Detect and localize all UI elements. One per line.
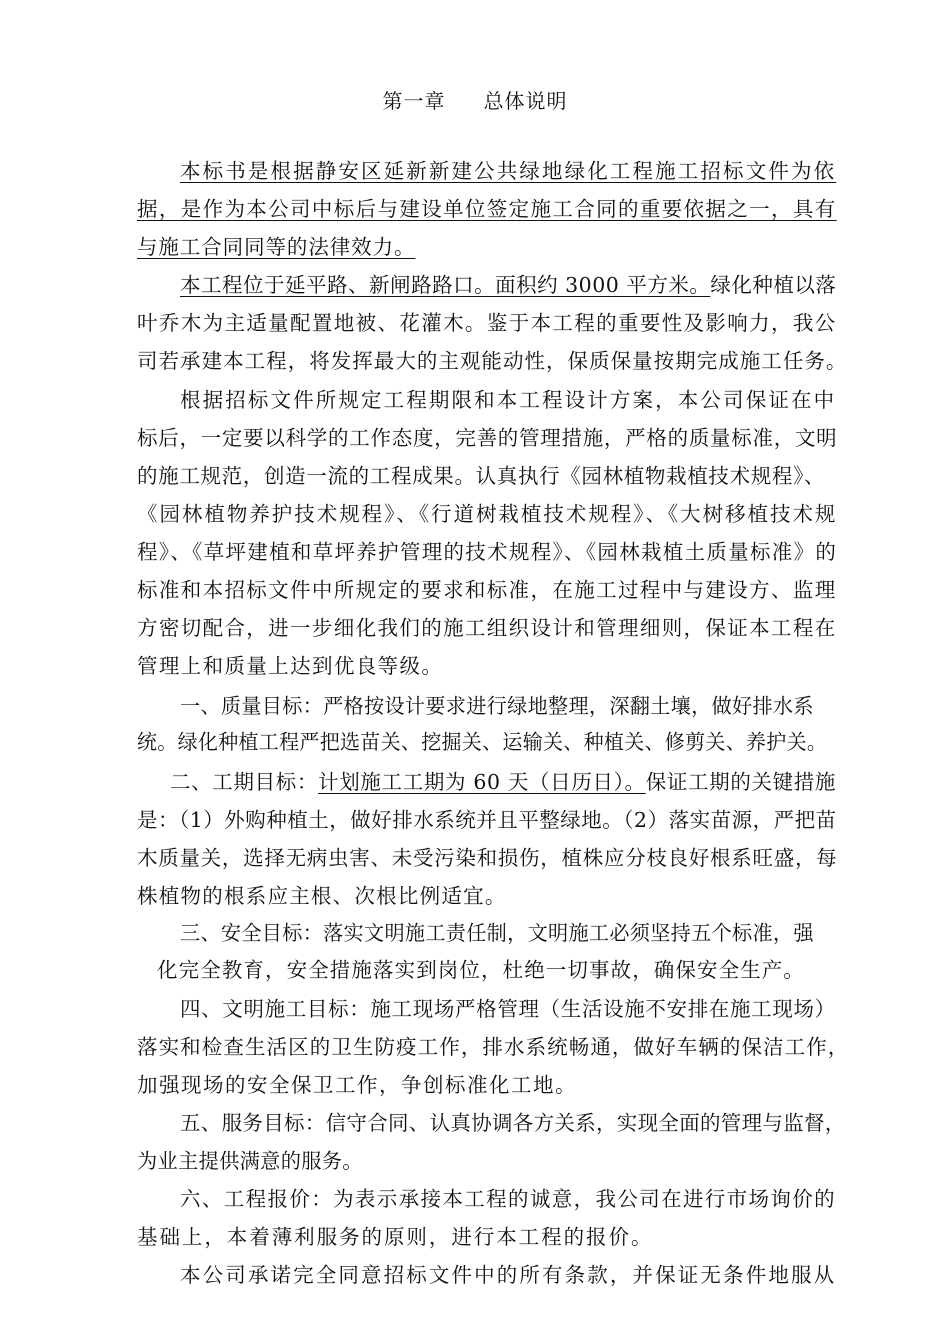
line-text: 六、工程报价：为表示承接本工程的诚意，我公司在进行市场询价的: [180, 1187, 836, 1211]
paragraph-line: [137, 1142, 363, 1180]
paragraph-line: [137, 877, 507, 915]
paragraph-line: [137, 495, 837, 533]
line-text: 程》、《草坪建植和草坪养护管理的技术规程》、《园林栽植土质量标准》的: [137, 540, 838, 564]
line-text: 的施工规范，创造一流的工程成果。认真执行《园林植物栽植技术规程》、: [137, 464, 826, 488]
paragraph-line: [137, 342, 847, 380]
chapter-name: 总体说明: [483, 89, 568, 113]
line-text: 木质量关，选择无病虫害、未受污染和损伤，植株应分枝良好根系旺盛，每: [137, 846, 838, 870]
line-text: 《园林植物养护技术规程》、《行道树栽植技术规程》、《大树移植技术规: [137, 502, 838, 526]
paragraph-line: [170, 763, 836, 801]
line-text: 叶乔木为主适量配置地被、花灌木。鉴于本工程的重要性及影响力，我公: [137, 311, 837, 335]
line-text: 司若承建本工程，将发挥最大的主观能动性，保质保量按期完成施工任务。: [137, 349, 848, 373]
line-text: 方密切配合，进一步细化我们的施工组织设计和管理细则，保证本工程在: [137, 616, 837, 640]
paragraph-line: [180, 266, 836, 304]
line-text: 加强现场的安全保卫工作，争创标准化工地。: [137, 1073, 577, 1097]
paragraph-line: [180, 1256, 836, 1294]
line-text: 基础上，本着薄利服务的原则，进行本工程的报价。: [137, 1225, 654, 1249]
paragraph-line: [137, 419, 837, 457]
paragraph-line: [137, 228, 415, 266]
underlined-text: 本工程位于延平路、新闸路路口。面积约 3000 平方米。: [180, 273, 711, 297]
paragraph-line: [137, 801, 837, 839]
underlined-text: 与施工合同同等的法律效力。: [137, 235, 416, 259]
line-text: 化完全教育，安全措施落实到岗位，杜绝一切事故，确保安全生产。: [157, 958, 805, 982]
line-text: 一、质量目标：严格按设计要求进行绿地整理，深翻土壤，做好排水系: [180, 694, 814, 718]
line-text: 统。绿化种植工程严把选苗关、挖掘关、运输关、种植关、修剪关、养护关。: [137, 730, 828, 754]
paragraph-line: [180, 381, 836, 419]
line-text: 绿化种植以落: [710, 273, 837, 297]
line-text: 株植物的根系应主根、次根比例适宜。: [137, 884, 507, 908]
paragraph-line: [137, 723, 827, 761]
line-text: 本公司承诺完全同意招标文件中的所有条款，并保证无条件地服从: [180, 1263, 837, 1287]
paragraph-line: [137, 533, 837, 571]
line-text: 标后，一定要以科学的工作态度，完善的管理措施，严格的质量标准，文明: [137, 426, 838, 450]
paragraph-line: [137, 609, 837, 647]
paragraph-line: [137, 647, 443, 685]
line-text: 四、文明施工目标：施工现场严格管理（生活设施不安排在施工现场）: [180, 997, 836, 1021]
paragraph-line: [137, 839, 837, 877]
paragraph-line: [180, 1104, 846, 1142]
paragraph-line: [180, 152, 836, 190]
line-text: 五、服务目标：信守合同、认真协调各方关系，实现全面的管理与监督，: [180, 1111, 846, 1135]
chapter-number: 第一章: [382, 89, 446, 113]
paragraph-line: [180, 1180, 836, 1218]
line-text: 标准和本招标文件中所规定的要求和标准，在施工过程中与建设方、监理: [137, 578, 837, 602]
paragraph-line: [137, 190, 837, 228]
paragraph-line: [137, 571, 837, 609]
paragraph-line: [137, 1028, 849, 1066]
chapter-title: [0, 86, 950, 116]
line-text: 二、工期目标：: [170, 770, 319, 794]
paragraph-line: [180, 914, 814, 952]
paragraph-line: [137, 304, 837, 342]
line-text: 管理上和质量上达到优良等级。: [137, 654, 444, 678]
paragraph-line: [180, 687, 814, 725]
paragraph-line: [157, 951, 805, 989]
line-text: 三、安全目标：落实文明施工责任制，文明施工必须坚持五个标准，强: [180, 921, 814, 945]
line-text: 是：（1）外购种植土，做好排水系统并且平整绿地。（2）落实苗源，严把苗: [137, 808, 837, 832]
underlined-text: 据，是作为本公司中标后与建设单位签定施工合同的重要依据之一，具有: [137, 197, 837, 221]
line-text: 根据招标文件所规定工程期限和本工程设计方案，本公司保证在中: [180, 388, 837, 412]
paragraph-line: [137, 1066, 577, 1104]
line-text: 保证工期的关键措施: [645, 770, 837, 794]
paragraph-line: [180, 990, 836, 1028]
paragraph-line: [137, 1218, 653, 1256]
underlined-text: 计划施工工期为 60 天（日历日）。: [318, 770, 646, 794]
paragraph-line: [137, 457, 825, 495]
line-text: 落实和检查生活区的卫生防疫工作，排水系统畅通，做好车辆的保洁工作，: [137, 1035, 850, 1059]
line-text: 为业主提供满意的服务。: [137, 1149, 363, 1173]
underlined-text: 本标书是根据静安区延新新建公共绿地绿化工程施工招标文件为依: [180, 159, 837, 183]
